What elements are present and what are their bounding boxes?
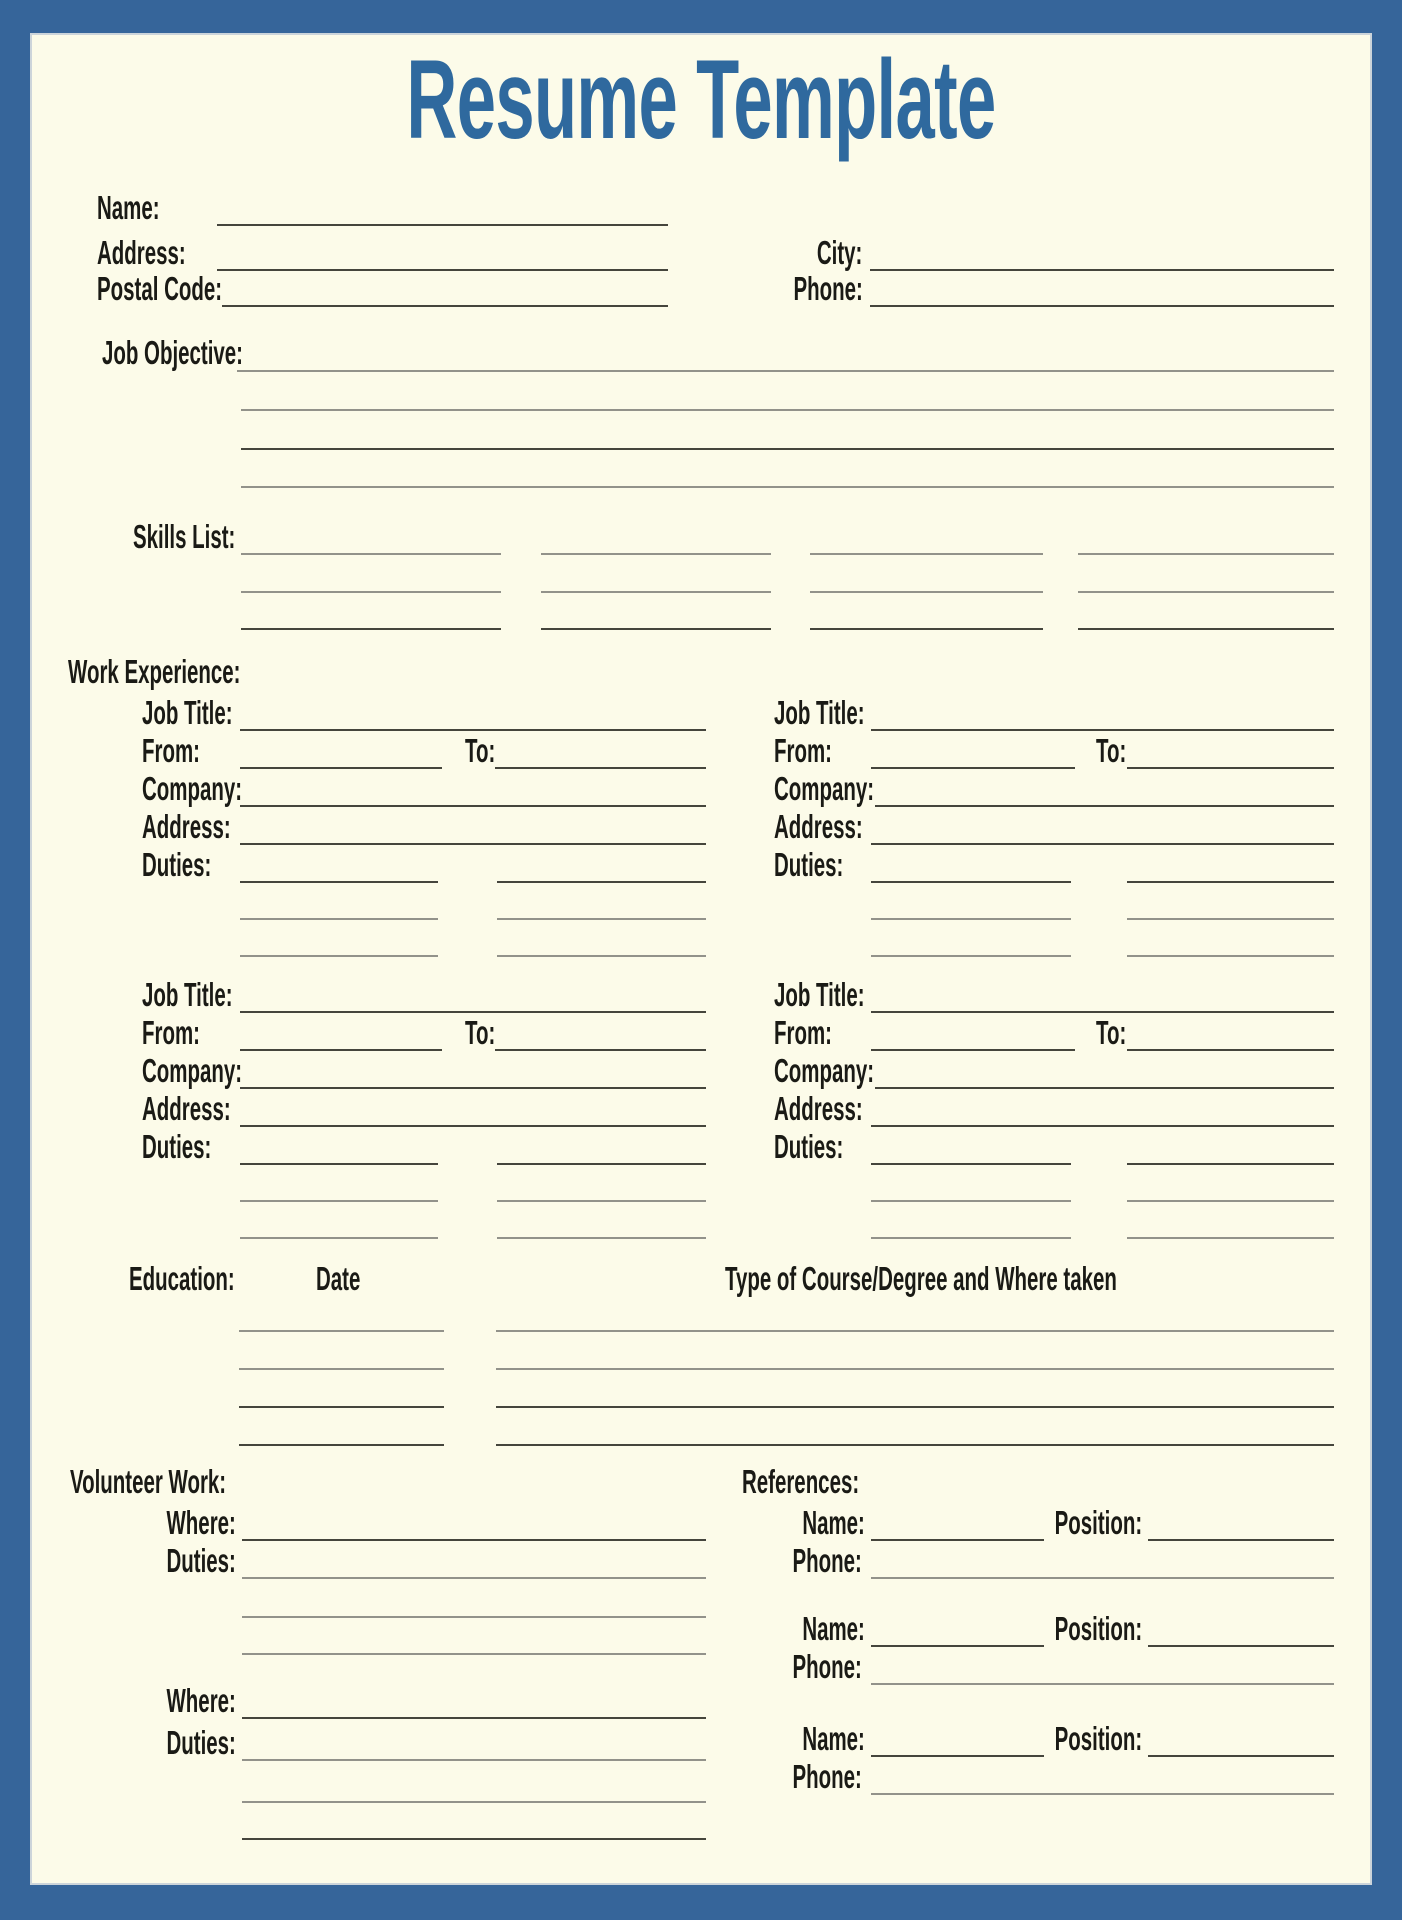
reference1-name-label: Name: [802,1504,865,1541]
education-course-line-1[interactable] [496,1330,1334,1332]
page-title: Resume Template [406,37,996,162]
reference1-phone-line[interactable] [871,1577,1334,1579]
skills-line-r1c1[interactable] [241,553,501,555]
work1-duties-line-2b[interactable] [497,918,706,920]
work2-job-title-line[interactable] [871,729,1334,731]
job-objective-line-2[interactable] [241,409,1334,411]
work-experience-heading: Work Experience: [68,653,241,690]
work4-to-label: To: [1096,1014,1127,1051]
work3-duties-line-1a[interactable] [240,1163,438,1165]
work3-company-label: Company: [142,1052,243,1089]
job-objective-line-1[interactable] [237,370,1334,372]
skills-line-r3c2[interactable] [541,628,771,630]
work1-duties-line-1b[interactable] [497,881,706,883]
skills-line-r2c1[interactable] [241,591,501,593]
volunteer1-duties-line-2[interactable] [242,1616,706,1618]
work2-to-label: To: [1096,732,1127,769]
work3-job-title-line[interactable] [240,1011,706,1013]
work2-company-line[interactable] [875,805,1334,807]
reference3-name-label: Name: [802,1720,865,1757]
city-field-line[interactable] [870,269,1334,271]
work3-address-label: Address: [142,1090,231,1127]
work2-duties-line-3b[interactable] [1127,955,1334,957]
work3-duties-label: Duties: [142,1128,212,1165]
reference2-name-line[interactable] [871,1645,1044,1647]
volunteer2-duties-line-3[interactable] [242,1838,706,1840]
reference1-position-label: Position: [1054,1504,1142,1541]
work2-duties-line-1b[interactable] [1127,881,1334,883]
work3-duties-line-2a[interactable] [240,1200,438,1202]
education-course-line-3[interactable] [496,1406,1334,1408]
education-heading: Education: [129,1260,235,1297]
education-date-line-2[interactable] [239,1368,444,1370]
reference1-position-line[interactable] [1148,1539,1334,1541]
job-objective-line-3[interactable] [241,448,1334,450]
reference2-position-label: Position: [1054,1610,1142,1647]
work4-address-line[interactable] [871,1125,1334,1127]
address-field-line[interactable] [217,269,668,271]
skills-line-r2c2[interactable] [541,591,771,593]
skills-line-r1c2[interactable] [541,553,771,555]
work2-company-label: Company: [774,770,875,807]
postal-code-field-line[interactable] [222,305,668,307]
work1-to-label: To: [465,732,496,769]
work1-company-label: Company: [142,770,243,807]
work2-duties-line-2a[interactable] [871,918,1071,920]
work3-from-label: From: [142,1014,200,1051]
work4-job-title-line[interactable] [871,1011,1334,1013]
volunteer-work-heading: Volunteer Work: [70,1463,227,1500]
work3-duties-line-2b[interactable] [497,1200,706,1202]
reference2-phone-line[interactable] [871,1683,1334,1685]
work4-duties-line-1a[interactable] [871,1163,1071,1165]
work2-from-line[interactable] [871,767,1075,769]
references-heading: References: [742,1463,860,1500]
work4-job-title-label: Job Title: [774,976,865,1013]
work4-duties-label: Duties: [774,1128,844,1165]
work1-from-label: From: [142,732,200,769]
city-label: City: [816,234,862,271]
volunteer1-duties-line-1[interactable] [242,1577,706,1579]
volunteer1-where-line[interactable] [242,1539,706,1541]
work4-duties-line-2a[interactable] [871,1200,1071,1202]
volunteer1-duties-line-3[interactable] [242,1653,706,1655]
skills-list-label: Skills List: [133,518,236,555]
work3-job-title-label: Job Title: [142,976,233,1013]
education-course-line-2[interactable] [496,1368,1334,1370]
volunteer2-where-line[interactable] [242,1717,706,1719]
work3-address-line[interactable] [240,1125,706,1127]
work4-company-label: Company: [774,1052,875,1089]
work1-duties-line-3b[interactable] [497,955,706,957]
work1-address-label: Address: [142,808,231,845]
education-date-header: Date [316,1260,361,1297]
reference1-name-line[interactable] [871,1539,1044,1541]
volunteer2-duties-line-2[interactable] [242,1801,706,1803]
address-label: Address: [97,234,186,271]
work3-company-line[interactable] [240,1087,706,1089]
education-course-line-4[interactable] [496,1444,1334,1446]
education-date-line-4[interactable] [239,1444,444,1446]
skills-line-r3c4[interactable] [1078,628,1334,630]
work1-duties-line-1a[interactable] [240,881,438,883]
work2-to-line[interactable] [1127,767,1334,769]
job-objective-label: Job Objective: [102,334,243,371]
paper-sheet [32,35,1370,1883]
work3-from-line[interactable] [240,1049,442,1051]
work1-job-title-line[interactable] [240,729,706,731]
name-field-line[interactable] [217,224,668,226]
volunteer1-duties-label: Duties: [166,1542,236,1579]
work2-from-label: From: [774,732,832,769]
skills-line-r1c3[interactable] [810,553,1043,555]
reference3-position-label: Position: [1054,1720,1142,1757]
work4-to-line[interactable] [1127,1049,1334,1051]
work2-job-title-label: Job Title: [774,694,865,731]
work1-duties-line-2a[interactable] [240,918,438,920]
work4-duties-line-3b[interactable] [1127,1237,1334,1239]
work1-address-line[interactable] [240,843,706,845]
volunteer2-where-label: Where: [166,1682,236,1719]
reference3-phone-label: Phone: [792,1758,862,1795]
work3-duties-line-3b[interactable] [497,1237,706,1239]
work1-duties-label: Duties: [142,846,212,883]
work1-duties-line-3a[interactable] [240,955,438,957]
work1-to-line[interactable] [495,767,706,769]
job-objective-line-4[interactable] [241,486,1334,488]
reference1-phone-label: Phone: [792,1542,862,1579]
work4-duties-line-3a[interactable] [871,1237,1071,1239]
work3-to-line[interactable] [495,1049,706,1051]
reference3-name-line[interactable] [871,1755,1044,1757]
reference2-phone-label: Phone: [792,1648,862,1685]
work2-duties-label: Duties: [774,846,844,883]
work2-address-label: Address: [774,808,863,845]
work2-duties-line-1a[interactable] [871,881,1071,883]
work2-duties-line-2b[interactable] [1127,918,1334,920]
name-label: Name: [97,189,160,226]
skills-line-r1c4[interactable] [1078,553,1334,555]
reference2-position-line[interactable] [1148,1645,1334,1647]
work1-job-title-label: Job Title: [142,694,233,731]
work3-duties-line-1b[interactable] [497,1163,706,1165]
education-course-header: Type of Course/Degree and Where taken [725,1260,1117,1297]
skills-line-r3c3[interactable] [810,628,1043,630]
skills-line-r2c3[interactable] [810,591,1043,593]
reference2-name-label: Name: [802,1610,865,1647]
reference3-phone-line[interactable] [871,1793,1334,1795]
reference3-position-line[interactable] [1148,1755,1334,1757]
work4-from-label: From: [774,1014,832,1051]
volunteer2-duties-line-1[interactable] [242,1759,706,1761]
education-date-line-1[interactable] [239,1330,444,1332]
work4-duties-line-1b[interactable] [1127,1163,1334,1165]
phone-label: Phone: [793,270,863,307]
work4-company-line[interactable] [875,1087,1334,1089]
volunteer2-duties-label: Duties: [166,1724,236,1761]
work4-from-line[interactable] [871,1049,1075,1051]
postal-code-label: Postal Code: [97,270,223,307]
work2-address-line[interactable] [871,843,1334,845]
work1-from-line[interactable] [240,767,442,769]
skills-line-r3c1[interactable] [241,628,501,630]
work4-duties-line-2b[interactable] [1127,1200,1334,1202]
volunteer1-where-label: Where: [166,1504,236,1541]
work3-duties-line-3a[interactable] [240,1237,438,1239]
work4-address-label: Address: [774,1090,863,1127]
skills-line-r2c4[interactable] [1078,591,1334,593]
education-date-line-3[interactable] [239,1406,444,1408]
work1-company-line[interactable] [240,805,706,807]
work3-to-label: To: [465,1014,496,1051]
work2-duties-line-3a[interactable] [871,955,1071,957]
phone-field-line[interactable] [870,305,1334,307]
